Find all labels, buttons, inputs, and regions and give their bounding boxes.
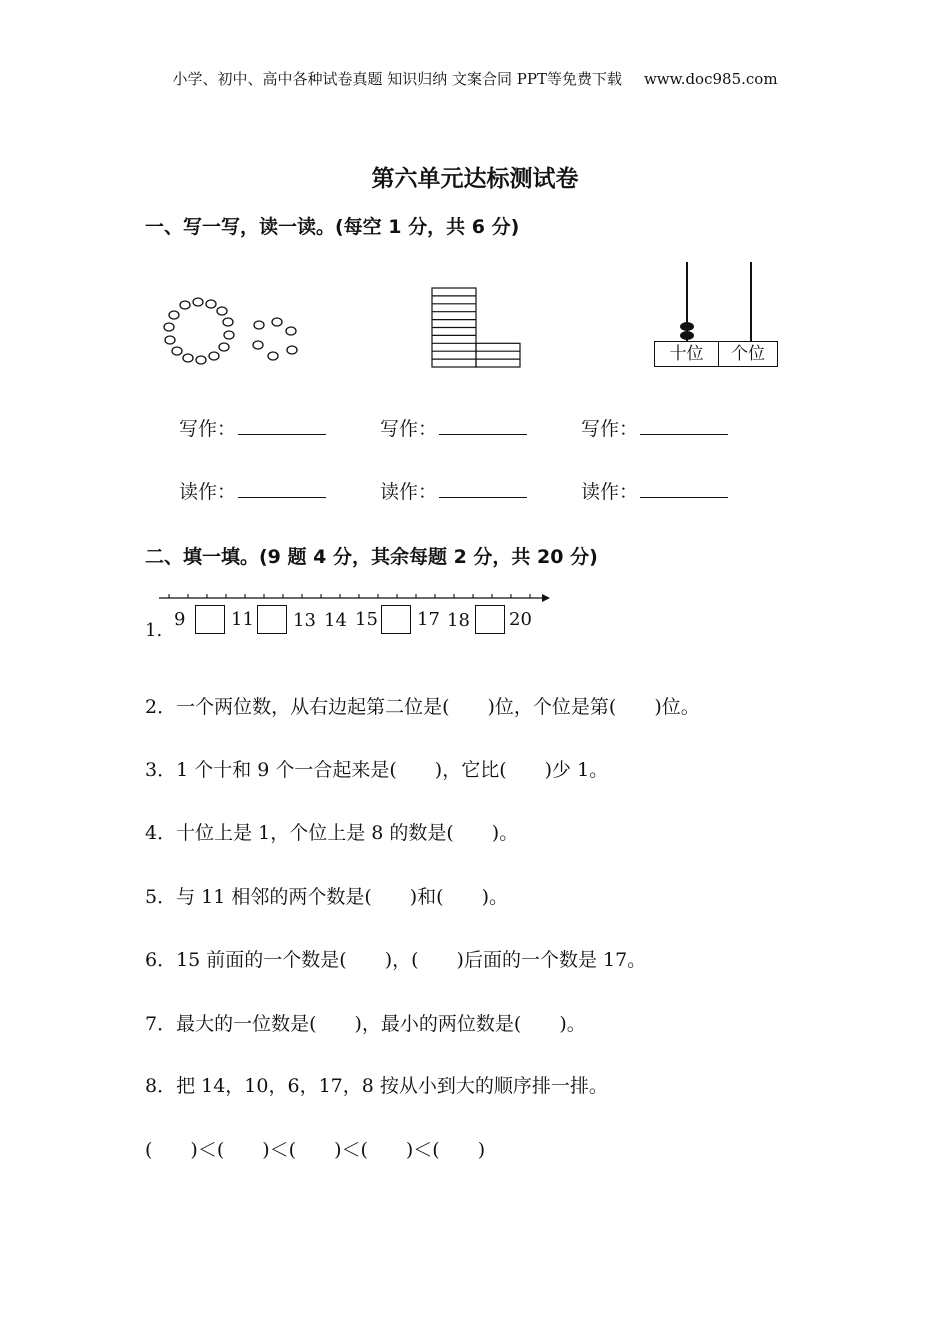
question-number: 1.	[145, 620, 163, 641]
read-blank[interactable]	[640, 478, 728, 498]
abacus	[654, 262, 780, 372]
read-label: 读作：	[581, 481, 639, 503]
sticks-figure	[430, 286, 524, 370]
beads-figure	[158, 292, 308, 376]
page-header	[0, 68, 950, 89]
number-line-answer-box[interactable]	[475, 605, 505, 634]
ordering-answer-row[interactable]: ( )＜( )＜( )＜( )＜( )	[145, 1139, 486, 1161]
number-line-axis	[159, 592, 551, 606]
question-8: 8．把 14，10，6，17，8 按从小到大的顺序排一排。	[145, 1075, 608, 1097]
question-4: 4．十位上是 1，个位上是 8 的数是( )。	[145, 822, 519, 844]
header-text: 小学、初中、高中各种试卷真题 知识归纳 文案合同 PPT等免费下载	[172, 70, 622, 88]
loose-sticks	[476, 343, 520, 367]
question-6: 6．15 前面的一个数是( )，( )后面的一个数是 17。	[145, 949, 647, 971]
ones-rod	[750, 262, 752, 342]
write-label: 写作：	[179, 418, 237, 440]
number-line-label: 9	[174, 609, 186, 630]
question-3: 3．1 个十和 9 个一合起来是( )，它比( )少 1。	[145, 759, 609, 781]
write-label: 写作：	[581, 418, 639, 440]
loose-beads	[253, 318, 297, 360]
number-line-answer-box[interactable]	[257, 605, 287, 634]
number-line-label: 11	[231, 609, 254, 630]
write-blank[interactable]	[439, 415, 527, 435]
read-row-3	[581, 477, 728, 504]
write-row-3	[581, 414, 728, 441]
question-2: 2．一个两位数，从右边起第二位是( )位，个位是第( )位。	[145, 696, 700, 718]
write-blank[interactable]	[640, 415, 728, 435]
header-url[interactable]: www.doc985.com	[643, 70, 778, 88]
tens-label: 十位	[654, 341, 719, 367]
number-line-label: 13	[293, 610, 316, 631]
tens-bead	[680, 331, 694, 340]
read-row-2	[380, 477, 527, 504]
number-line-label: 15	[355, 609, 378, 630]
read-blank[interactable]	[238, 478, 326, 498]
question-7: 7．最大的一位数是( )，最小的两位数是( )。	[145, 1013, 586, 1035]
section1-heading: 一、写一写，读一读。(每空 1 分，共 6 分)	[145, 216, 520, 238]
write-blank[interactable]	[238, 415, 326, 435]
number-line-label: 14	[324, 610, 347, 631]
read-label: 读作：	[380, 481, 438, 503]
write-row-2	[380, 414, 527, 441]
bead-ring	[164, 298, 234, 364]
read-blank[interactable]	[439, 478, 527, 498]
number-line-answer-box[interactable]	[381, 605, 411, 634]
write-row-1	[179, 414, 326, 441]
number-line-answer-box[interactable]	[195, 605, 225, 634]
question-5: 5．与 11 相邻的两个数是( )和( )。	[145, 886, 508, 908]
number-line-label: 17	[417, 609, 440, 630]
read-row-1	[179, 477, 326, 504]
write-label: 写作：	[380, 418, 438, 440]
number-line-label: 20	[509, 609, 532, 630]
tens-bead	[680, 322, 694, 331]
page-title: 第六单元达标测试卷	[371, 166, 579, 192]
ones-label: 个位	[718, 341, 778, 367]
section2-heading: 二、填一填。(9 题 4 分，其余每题 2 分，共 20 分)	[145, 546, 598, 568]
read-label: 读作：	[179, 481, 237, 503]
number-line-label: 18	[447, 610, 470, 631]
number-line-question	[145, 588, 555, 648]
